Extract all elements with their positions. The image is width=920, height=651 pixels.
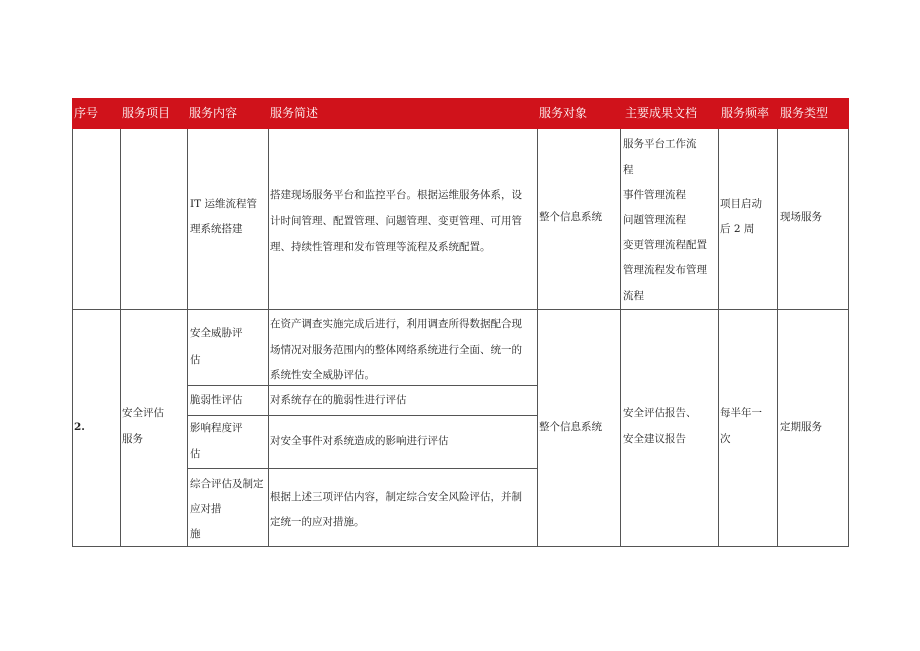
row1-docs-line: 事件管理流程 [623,189,686,201]
sub-content-line: 安全威胁评 [190,327,243,339]
sub-content-line: 影响程度评 [190,422,243,434]
sub-desc-line: 场情况对服务范围内的整体网络系统进行全面、统一的 [270,344,522,356]
header-seq: 序号 [74,106,99,120]
grid-line [718,129,719,547]
sub-content-line: 施 [190,528,201,540]
header-desc: 服务简述 [270,106,319,120]
grid-line [72,129,73,547]
sub-desc-line: 对安全事件对系统造成的影响进行评估 [270,435,449,447]
sub-desc-line: 定统一的应对措施。 [270,516,365,528]
row2-freq-line: 次 [720,433,731,445]
sub-content-line: 脆弱性评估 [190,394,243,406]
table-header [72,98,849,129]
grid-line [848,129,849,547]
row2-type: 定期服务 [780,421,822,433]
row1-desc-line: 计时间管理、配置管理、问题管理、变更管理、可用管 [270,215,522,227]
row1-docs-line: 问题管理流程 [623,214,686,226]
grid-line [72,546,849,547]
row1-freq-line: 后 2 周 [720,223,755,235]
header-item: 服务项目 [122,106,171,120]
sub-content-line: 估 [190,448,201,460]
row2-docs-line: 安全建议报告 [623,433,686,445]
row1-target: 整个信息系统 [539,211,602,223]
row1-docs-line: 程 [623,164,634,176]
sub-desc-line: 在资产调查实施完成后进行，利用调查所得数据配合现 [270,318,522,330]
row2-target: 整个信息系统 [539,421,602,433]
grid-line [120,129,121,547]
grid-line [620,129,621,547]
grid-line [72,309,849,310]
header-freq: 服务频率 [721,106,770,120]
sub-content-line: 综合评估及制定 [190,478,264,490]
row2-seq: 2. [74,421,85,433]
sub-desc-line: 对系统存在的脆弱性进行评估 [270,394,407,406]
row2-freq-line: 每半年一 [720,407,762,419]
service-table [72,98,849,547]
grid-line [537,129,538,547]
row2-item-line: 服务 [122,433,143,445]
header-content: 服务内容 [189,106,238,120]
grid-line [187,129,188,547]
row1-type: 现场服务 [780,211,822,223]
sub-content-line: 估 [190,354,201,366]
grid-line [777,129,778,547]
row1-docs-line: 变更管理流程配置 [623,239,707,251]
row1-desc-line: 理、持续性管理和发布管理等流程及系统配置。 [270,241,491,253]
row2-docs-line: 安全评估报告、 [623,407,697,419]
sub-content-line: 应对措 [190,503,222,515]
sub-desc-line: 系统性安全威胁评估。 [270,369,375,381]
grid-line [268,129,269,547]
row1-content-line: IT 运维流程管 [190,198,257,210]
row2-item-line: 安全评估 [122,407,164,419]
header-type: 服务类型 [780,106,829,120]
row1-freq-line: 项目启动 [720,198,762,210]
row1-docs-line: 管理流程发布管理 [623,264,707,276]
row1-docs-line: 流程 [623,290,644,302]
row1-docs-line: 服务平台工作流 [623,138,697,150]
header-docs: 主要成果文档 [625,106,698,120]
header-target: 服务对象 [539,106,588,120]
row1-content-line: 理系统搭建 [190,223,243,235]
grid-line [187,468,537,469]
row1-desc-line: 搭建现场服务平台和监控平台。根据运维服务体系，设 [270,189,522,201]
sub-desc-line: 根据上述三项评估内容，制定综合安全风险评估，并制 [270,491,522,503]
